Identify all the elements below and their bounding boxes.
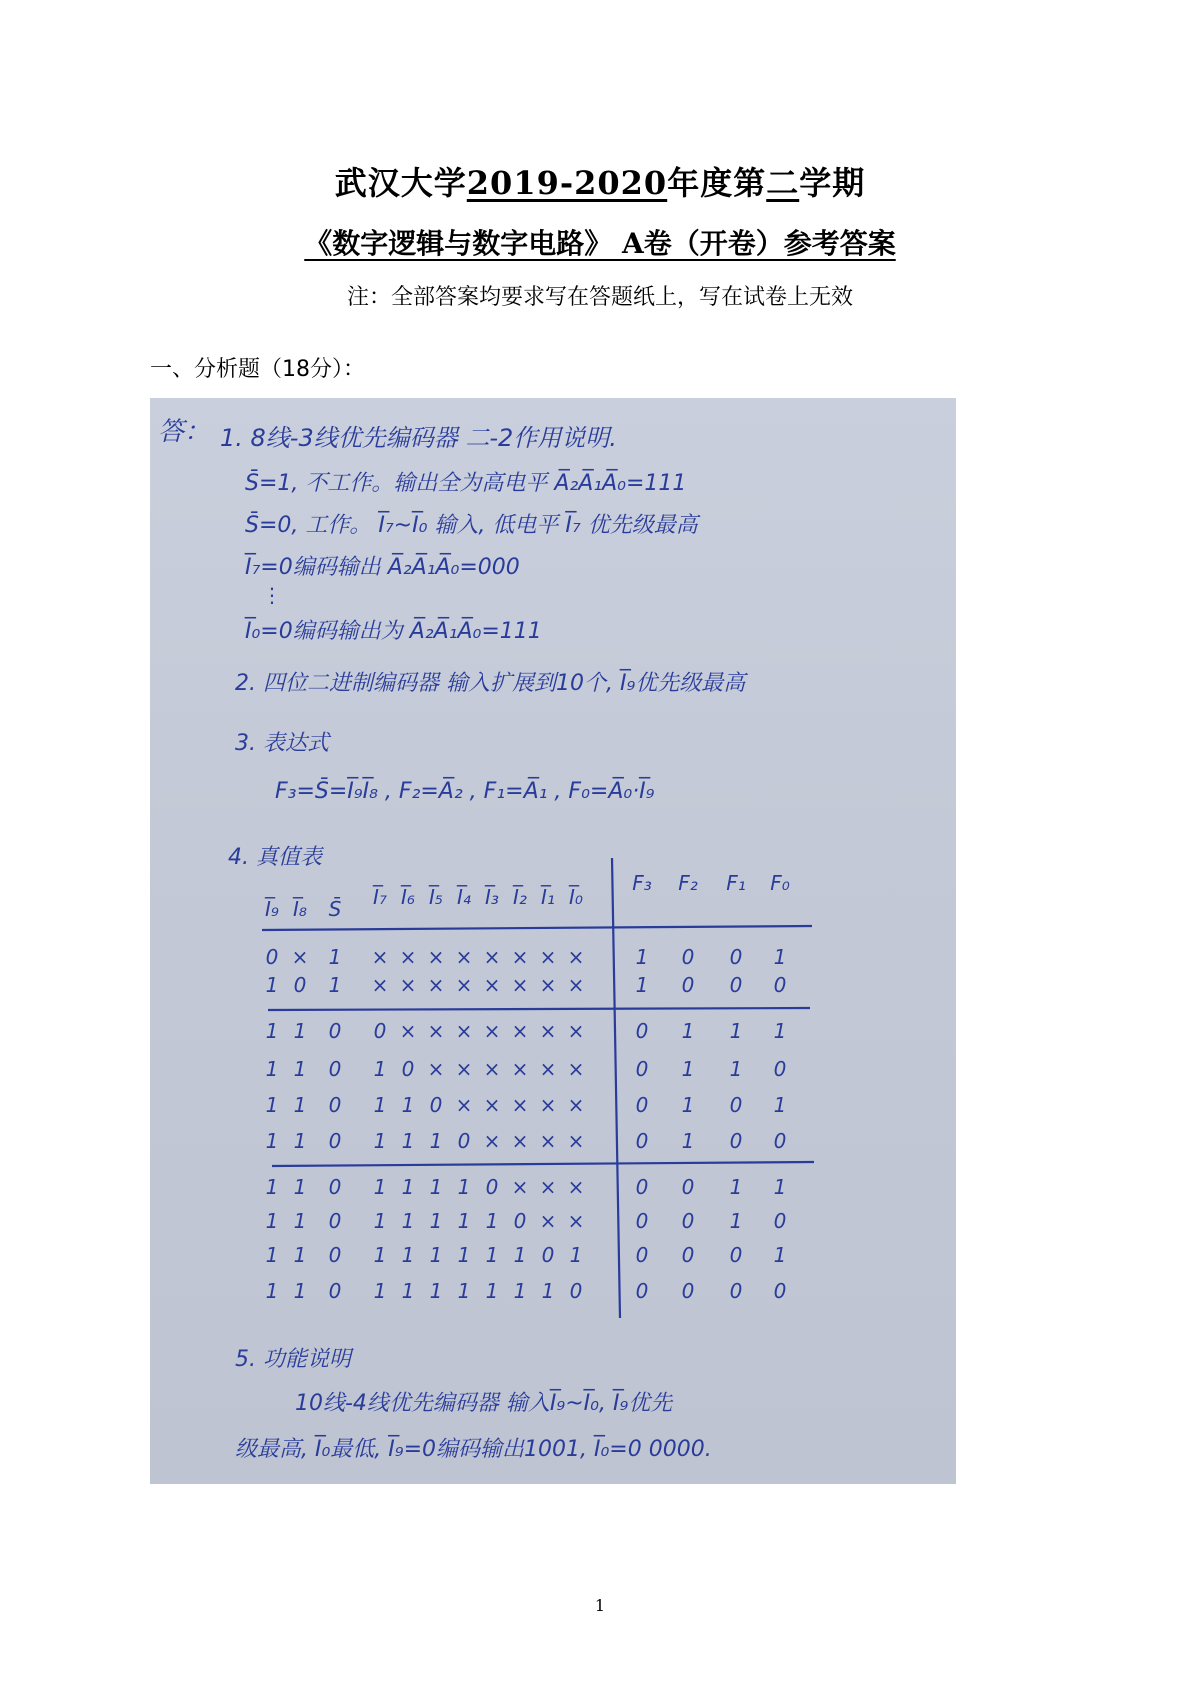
truth-table-cell-input: 1 bbox=[293, 1279, 307, 1303]
truth-table-cell-input: 1 bbox=[265, 1279, 279, 1303]
truth-table-cell-input: × bbox=[427, 1057, 445, 1081]
truth-table-cell-input: 1 bbox=[457, 1175, 471, 1199]
truth-table-cell-input: × bbox=[539, 945, 557, 969]
truth-table-cell-input: 1 bbox=[373, 1243, 387, 1267]
truth-table-cell-output: 0 bbox=[773, 973, 787, 997]
item1-line2: S̄=1, 不工作。输出全为高电平 A̅₂A̅₁A̅₀=111 bbox=[245, 471, 687, 496]
truth-table-cell-output: 1 bbox=[681, 1093, 695, 1117]
truth-table-cell-input: 1 bbox=[293, 1129, 307, 1153]
truth-table-cell-input: × bbox=[371, 945, 389, 969]
truth-table-cell-input: 1 bbox=[265, 1093, 279, 1117]
truth-table-header-input: I̅₇ bbox=[373, 885, 387, 909]
truth-table-cell-input: × bbox=[511, 1093, 529, 1117]
item1-line5: ⋮ bbox=[262, 583, 282, 607]
truth-table-cell-input: 1 bbox=[265, 1243, 279, 1267]
truth-table-cell-input: 1 bbox=[401, 1175, 415, 1199]
truth-table-cell-input: 1 bbox=[457, 1243, 471, 1267]
truth-table-cell-input: 1 bbox=[373, 1279, 387, 1303]
truth-table-cell-output: 1 bbox=[729, 1209, 743, 1233]
truth-table-cell-output: 0 bbox=[681, 945, 695, 969]
truth-table-cell-input: × bbox=[511, 1057, 529, 1081]
truth-table-cell-input: 1 bbox=[401, 1093, 415, 1117]
truth-table-cell-output: 1 bbox=[773, 1019, 787, 1043]
item1-line6: I̅₀=0编码输出为 A̅₂A̅₁A̅₀=111 bbox=[245, 619, 542, 644]
truth-table-cell-output: 0 bbox=[635, 1057, 649, 1081]
truth-table-cell-input: 1 bbox=[429, 1129, 443, 1153]
item4-heading: 4. 真值表 bbox=[228, 845, 322, 870]
truth-table-cell-input: × bbox=[427, 973, 445, 997]
truth-table-header-input: I̅₄ bbox=[457, 885, 471, 909]
truth-table-cell-output: 0 bbox=[681, 1209, 695, 1233]
truth-table-cell-input: × bbox=[455, 973, 473, 997]
truth-table-cell-input: × bbox=[511, 945, 529, 969]
item5-line3: 级最高, I̅₀最低, I̅₉=0编码输出1001, I̅₀=0 0000. bbox=[235, 1437, 712, 1462]
truth-table-cell-output: 1 bbox=[773, 1175, 787, 1199]
truth-table-cell-input: 1 bbox=[373, 1093, 387, 1117]
exam-note: 注：全部答案均要求写在答题纸上，写在试卷上无效 bbox=[346, 285, 853, 310]
truth-table-cell-input: 1 bbox=[513, 1279, 527, 1303]
truth-table-header-input: I̅₉ bbox=[265, 897, 279, 921]
truth-table-cell-input: × bbox=[399, 973, 417, 997]
truth-table-cell-input: 1 bbox=[373, 1175, 387, 1199]
truth-table-cell-input: 1 bbox=[293, 1175, 307, 1199]
truth-table-cell-input: × bbox=[567, 1057, 585, 1081]
truth-table-cell-input: × bbox=[455, 945, 473, 969]
truth-table-cell-input: × bbox=[399, 945, 417, 969]
truth-table-cell-input: × bbox=[539, 1093, 557, 1117]
truth-table-cell-input: × bbox=[539, 1019, 557, 1043]
truth-table-cell-input: 1 bbox=[265, 1129, 279, 1153]
truth-table-cell-input: × bbox=[539, 1175, 557, 1199]
truth-table-cell-input: 1 bbox=[293, 1093, 307, 1117]
truth-table-cell-output: 1 bbox=[681, 1019, 695, 1043]
truth-table-cell-input: 1 bbox=[513, 1243, 527, 1267]
truth-table-cell-input: × bbox=[511, 973, 529, 997]
truth-table-cell-output: 0 bbox=[729, 945, 743, 969]
truth-table-cell-input: 1 bbox=[485, 1243, 499, 1267]
truth-table-cell-input: × bbox=[511, 1019, 529, 1043]
truth-table-cell-input: 1 bbox=[401, 1129, 415, 1153]
truth-table-cell-input: 0 bbox=[328, 1093, 342, 1117]
truth-table-cell-output: 0 bbox=[681, 1243, 695, 1267]
truth-table-cell-input: 1 bbox=[373, 1209, 387, 1233]
item5-line2: 10线-4线优先编码器 输入I̅₉~I̅₀, I̅₉优先 bbox=[295, 1391, 673, 1416]
title-suffix-2: 学期 bbox=[799, 164, 866, 202]
truth-table-cell-input: 0 bbox=[513, 1209, 527, 1233]
truth-table-cell-input: 0 bbox=[541, 1243, 555, 1267]
truth-table-cell-output: 0 bbox=[773, 1209, 787, 1233]
truth-table-cell-input: 1 bbox=[569, 1243, 583, 1267]
truth-table-cell-input: × bbox=[511, 1175, 529, 1199]
truth-table-cell-input: × bbox=[567, 1019, 585, 1043]
title-year: 2019-2020 bbox=[466, 164, 668, 202]
truth-table-cell-output: 1 bbox=[773, 1093, 787, 1117]
truth-table-cell-input: × bbox=[427, 1019, 445, 1043]
title-prefix: 武汉大学 bbox=[334, 164, 467, 202]
item1-line3: S̄=0, 工作。 I̅₇~I̅₀ 输入, 低电平 I̅₇ 优先级最高 bbox=[245, 513, 698, 538]
truth-table-header-input: S̄ bbox=[328, 897, 342, 921]
truth-table-cell-input: × bbox=[539, 1129, 557, 1153]
truth-table-cell-input: 0 bbox=[373, 1019, 387, 1043]
subtitle-text: 《数字逻辑与数字电路》 A卷（开卷）参考答案 bbox=[304, 227, 896, 260]
truth-table-cell-input: 1 bbox=[429, 1175, 443, 1199]
truth-table-cell-output: 0 bbox=[635, 1019, 649, 1043]
truth-table-group-rule bbox=[272, 1162, 814, 1166]
truth-table-cell-output: 1 bbox=[773, 945, 787, 969]
truth-table-cell-input: 1 bbox=[485, 1209, 499, 1233]
truth-table-cell-input: 0 bbox=[457, 1129, 471, 1153]
item3-line2: F₃=S̄=I̅₉I̅₈ , F₂=A̅₂ , F₁=A̅₁ , F₀=A̅₀·I̅₉ bbox=[275, 779, 655, 804]
truth-table-header-output: F₃ bbox=[632, 871, 652, 895]
truth-table-cell-output: 1 bbox=[773, 1243, 787, 1267]
truth-table-cell-input: × bbox=[567, 973, 585, 997]
truth-table-cell-input: 0 bbox=[265, 945, 279, 969]
truth-table-header-input: I̅₁ bbox=[541, 885, 555, 909]
truth-table-cell-input: 1 bbox=[457, 1279, 471, 1303]
truth-table-cell-input: 1 bbox=[265, 973, 279, 997]
truth-table-cell-input: 0 bbox=[485, 1175, 499, 1199]
truth-table-cell-input: 0 bbox=[328, 1243, 342, 1267]
item1-line1: 1. 8线-3线优先编码器 二-2作用说明. bbox=[220, 424, 617, 452]
truth-table-cell-input: × bbox=[567, 1129, 585, 1153]
item1-line4: I̅₇=0编码输出 A̅₂A̅₁A̅₀=000 bbox=[245, 555, 520, 580]
truth-table-header-input: I̅₆ bbox=[401, 885, 415, 909]
truth-table-cell-output: 1 bbox=[635, 973, 649, 997]
truth-table-cell-output: 0 bbox=[681, 1175, 695, 1199]
page-subtitle bbox=[0, 222, 1200, 262]
truth-table-cell-input: 1 bbox=[293, 1019, 307, 1043]
truth-table-header-input: I̅₈ bbox=[293, 897, 307, 921]
truth-table-cell-output: 1 bbox=[729, 1175, 743, 1199]
truth-table-header-input: I̅₀ bbox=[569, 885, 583, 909]
truth-table-cell-output: 1 bbox=[681, 1129, 695, 1153]
truth-table-cell-input: 0 bbox=[328, 1019, 342, 1043]
truth-table-cell-input: 1 bbox=[401, 1243, 415, 1267]
truth-table-cell-output: 0 bbox=[681, 973, 695, 997]
truth-table-cell-input: 1 bbox=[328, 973, 342, 997]
truth-table-cell-output: 1 bbox=[635, 945, 649, 969]
truth-table-cell-input: 1 bbox=[373, 1129, 387, 1153]
truth-table-cell-input: 1 bbox=[293, 1057, 307, 1081]
truth-table-header-output: F₂ bbox=[678, 871, 698, 895]
truth-table-cell-input: × bbox=[567, 1093, 585, 1117]
truth-table-cell-input: 0 bbox=[328, 1279, 342, 1303]
truth-table-header-rule bbox=[262, 926, 812, 930]
truth-table-cell-input: 0 bbox=[328, 1209, 342, 1233]
truth-table-cell-input: × bbox=[567, 1175, 585, 1199]
truth-table-cell-output: 0 bbox=[635, 1209, 649, 1233]
truth-table-cell-input: × bbox=[455, 1057, 473, 1081]
truth-table-cell-input: 1 bbox=[541, 1279, 555, 1303]
truth-table-cell-input: 1 bbox=[265, 1057, 279, 1081]
truth-table-cell-input: × bbox=[483, 973, 501, 997]
truth-table-cell-output: 1 bbox=[729, 1057, 743, 1081]
truth-table-cell-input: × bbox=[455, 1019, 473, 1043]
truth-table-cell-output: 0 bbox=[729, 1093, 743, 1117]
title-term: 二 bbox=[766, 164, 800, 202]
truth-table-cell-output: 0 bbox=[773, 1129, 787, 1153]
truth-table-cell-input: × bbox=[483, 1129, 501, 1153]
truth-table-cell-input: 1 bbox=[265, 1209, 279, 1233]
truth-table-cell-input: 1 bbox=[265, 1175, 279, 1199]
truth-table-header-output: F₀ bbox=[770, 871, 790, 895]
handwritten-answer-svg bbox=[150, 398, 956, 1484]
truth-table-cell-input: 1 bbox=[373, 1057, 387, 1081]
truth-table-cell-output: 0 bbox=[773, 1279, 787, 1303]
truth-table-cell-output: 0 bbox=[681, 1279, 695, 1303]
truth-table-cell-output: 0 bbox=[729, 973, 743, 997]
truth-table-cell-output: 0 bbox=[729, 1129, 743, 1153]
truth-table-cell-input: 0 bbox=[328, 1175, 342, 1199]
truth-table-cell-input: × bbox=[291, 945, 309, 969]
truth-table-header-input: I̅₃ bbox=[485, 885, 499, 909]
truth-table-cell-output: 1 bbox=[681, 1057, 695, 1081]
truth-table-cell-input: 0 bbox=[569, 1279, 583, 1303]
truth-table-cell-input: × bbox=[483, 1057, 501, 1081]
truth-table-cell-input: 1 bbox=[457, 1209, 471, 1233]
truth-table-cell-input: 0 bbox=[328, 1129, 342, 1153]
truth-table-cell-input: × bbox=[427, 945, 445, 969]
truth-table-cell-input: × bbox=[483, 945, 501, 969]
item5-line1: 5. 功能说明 bbox=[235, 1347, 351, 1372]
item2-line: 2. 四位二进制编码器 输入扩展到10个, I̅₉优先级最高 bbox=[235, 671, 746, 696]
truth-table-header-output: F₁ bbox=[726, 871, 746, 895]
truth-table-cell-input: 1 bbox=[429, 1279, 443, 1303]
title-suffix-1: 年度第 bbox=[667, 164, 767, 202]
truth-table-cell-output: 0 bbox=[635, 1243, 649, 1267]
truth-table-cell-input: 1 bbox=[328, 945, 342, 969]
truth-table-cell-input: × bbox=[483, 1093, 501, 1117]
truth-table-cell-input: × bbox=[567, 1209, 585, 1233]
truth-table-cell-output: 1 bbox=[729, 1019, 743, 1043]
truth-table-cell-output: 0 bbox=[635, 1175, 649, 1199]
truth-table-cell-input: 0 bbox=[328, 1057, 342, 1081]
truth-table-cell-output: 0 bbox=[729, 1279, 743, 1303]
truth-table-cell-output: 0 bbox=[773, 1057, 787, 1081]
truth-table-cell-input: × bbox=[511, 1129, 529, 1153]
truth-table bbox=[262, 858, 814, 1318]
truth-table-cell-input: 0 bbox=[401, 1057, 415, 1081]
truth-table-cell-input: × bbox=[539, 1209, 557, 1233]
truth-table-cell-input: × bbox=[539, 1057, 557, 1081]
truth-table-cell-input: × bbox=[567, 945, 585, 969]
page-number: 1 bbox=[594, 1596, 606, 1615]
truth-table-cell-input: 1 bbox=[429, 1209, 443, 1233]
handwritten-answer-photo bbox=[150, 398, 956, 1484]
truth-table-cell-output: 0 bbox=[635, 1129, 649, 1153]
truth-table-cell-input: 1 bbox=[293, 1243, 307, 1267]
truth-table-cell-input: × bbox=[483, 1019, 501, 1043]
truth-table-cell-input: × bbox=[399, 1019, 417, 1043]
item3-line1: 3. 表达式 bbox=[235, 731, 329, 756]
truth-table-cell-input: 1 bbox=[429, 1243, 443, 1267]
truth-table-header-input: I̅₂ bbox=[513, 885, 527, 909]
truth-table-cell-input: × bbox=[539, 973, 557, 997]
truth-table-cell-input: 1 bbox=[401, 1209, 415, 1233]
truth-table-group-rule bbox=[268, 1008, 810, 1010]
truth-table-header-input: I̅₅ bbox=[429, 885, 443, 909]
truth-table-cell-input: × bbox=[371, 973, 389, 997]
truth-table-cell-input: 1 bbox=[293, 1209, 307, 1233]
truth-table-cell-output: 0 bbox=[729, 1243, 743, 1267]
answer-label: 答： bbox=[158, 417, 211, 447]
section-heading: 一、分析题（18分）： bbox=[150, 357, 365, 382]
truth-table-cell-output: 0 bbox=[635, 1279, 649, 1303]
truth-table-cell-input: 1 bbox=[265, 1019, 279, 1043]
truth-table-cell-input: 0 bbox=[293, 973, 307, 997]
truth-table-cell-input: 1 bbox=[485, 1279, 499, 1303]
truth-table-cell-input: 1 bbox=[401, 1279, 415, 1303]
truth-table-cell-input: 0 bbox=[429, 1093, 443, 1117]
truth-table-cell-input: × bbox=[455, 1093, 473, 1117]
page-title bbox=[0, 158, 1200, 204]
truth-table-cell-output: 0 bbox=[635, 1093, 649, 1117]
